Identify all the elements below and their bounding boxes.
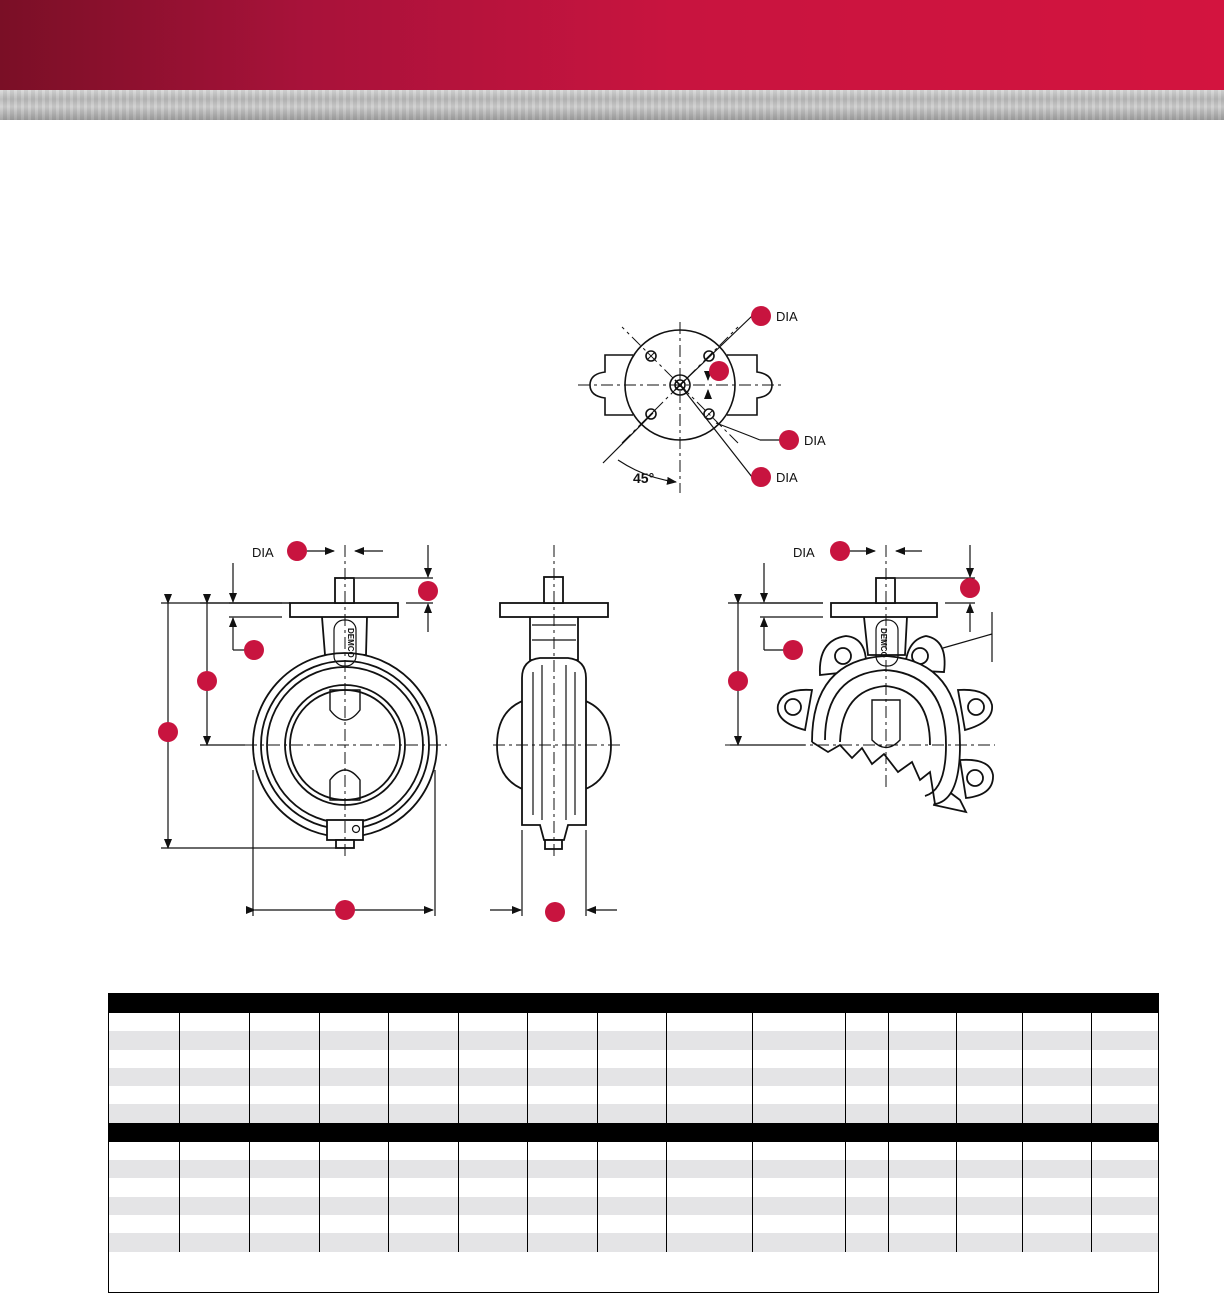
table-cell <box>109 1178 179 1196</box>
table-cell <box>527 1031 597 1049</box>
table-header-cell <box>845 994 888 1013</box>
table-cell <box>388 1197 458 1215</box>
table-cell <box>1091 1068 1158 1086</box>
dia-label-4: DIA <box>252 545 274 560</box>
dimension-table <box>108 993 1159 1293</box>
callout-face-to-face <box>545 902 565 922</box>
table-cell <box>109 1031 179 1049</box>
table-cell <box>249 1086 319 1104</box>
table-cell <box>1091 1160 1158 1178</box>
table-cell <box>388 1215 458 1233</box>
table-cell <box>458 1086 527 1104</box>
table-cell <box>956 1160 1022 1178</box>
table-cell <box>527 1104 597 1122</box>
table-cell <box>845 1142 888 1160</box>
table-header-row <box>109 1123 1158 1142</box>
table-cell <box>752 1013 845 1031</box>
table-cell <box>666 1233 752 1251</box>
table-cell <box>888 1142 956 1160</box>
table-cell <box>527 1013 597 1031</box>
table-header-cell <box>1091 1123 1158 1142</box>
table-cell <box>179 1142 249 1160</box>
table-cell <box>1022 1050 1091 1068</box>
table-cell <box>845 1031 888 1049</box>
table-cell <box>109 1215 179 1233</box>
table-header-cell <box>666 994 752 1013</box>
table-cell <box>388 1050 458 1068</box>
table-cell <box>752 1068 845 1086</box>
table-cell <box>109 1160 179 1178</box>
table-cell <box>752 1215 845 1233</box>
table-cell <box>179 1031 249 1049</box>
table-row <box>109 1086 1158 1104</box>
table-cell <box>179 1068 249 1086</box>
callout-center-to-flange <box>197 671 217 691</box>
callout-lug-stem-height <box>960 578 980 598</box>
table-cell <box>956 1086 1022 1104</box>
table-cell <box>458 1197 527 1215</box>
body-stamp-1: DEMCO <box>346 628 355 658</box>
table-cell <box>249 1104 319 1122</box>
table-cell <box>1091 1178 1158 1196</box>
table-cell <box>888 1086 956 1104</box>
table-cell <box>956 1050 1022 1068</box>
table-header-cell <box>179 994 249 1013</box>
table-cell <box>179 1086 249 1104</box>
dimension-table-grid <box>109 994 1158 1252</box>
table-cell <box>109 1086 179 1104</box>
table-cell <box>388 1013 458 1031</box>
table-cell <box>597 1160 666 1178</box>
table-cell <box>179 1178 249 1196</box>
table-cell <box>249 1050 319 1068</box>
table-cell <box>1091 1086 1158 1104</box>
table-cell <box>319 1013 388 1031</box>
callout-bolt-circle-dia <box>751 306 771 326</box>
table-cell <box>249 1142 319 1160</box>
table-cell <box>319 1233 388 1251</box>
table-cell <box>1022 1104 1091 1122</box>
table-cell <box>845 1197 888 1215</box>
table-header-cell <box>597 994 666 1013</box>
table-cell <box>458 1142 527 1160</box>
table-row <box>109 1178 1158 1196</box>
table-cell <box>752 1160 845 1178</box>
callout-overall-height <box>158 722 178 742</box>
table-cell <box>956 1142 1022 1160</box>
table-cell <box>179 1104 249 1122</box>
dia-label-1: DIA <box>776 309 798 324</box>
table-cell <box>1022 1086 1091 1104</box>
table-cell <box>1091 1104 1158 1122</box>
table-header-cell <box>458 1123 527 1142</box>
table-cell <box>1091 1197 1158 1215</box>
table-cell <box>388 1086 458 1104</box>
callout-lug-flange-thickness <box>783 640 803 660</box>
table-cell <box>179 1160 249 1178</box>
table-cell <box>888 1233 956 1251</box>
table-cell <box>458 1068 527 1086</box>
table-cell <box>109 1104 179 1122</box>
table-cell <box>527 1142 597 1160</box>
table-cell <box>956 1215 1022 1233</box>
table-header-cell <box>956 1123 1022 1142</box>
callout-lug-center-to-flange <box>728 671 748 691</box>
table-cell <box>1022 1068 1091 1086</box>
table-header-cell <box>109 994 179 1013</box>
table-cell <box>319 1215 388 1233</box>
table-cell <box>1091 1031 1158 1049</box>
table-row <box>109 1233 1158 1251</box>
table-cell <box>109 1068 179 1086</box>
table-header-cell <box>1022 1123 1091 1142</box>
dia-label-2: DIA <box>804 433 826 448</box>
table-cell <box>597 1233 666 1251</box>
table-header-row <box>109 994 1158 1013</box>
table-header-cell <box>888 994 956 1013</box>
table-header-cell <box>752 994 845 1013</box>
table-cell <box>597 1215 666 1233</box>
table-cell <box>752 1031 845 1049</box>
table-cell <box>319 1197 388 1215</box>
table-cell <box>888 1013 956 1031</box>
table-cell <box>845 1104 888 1122</box>
table-cell <box>1091 1013 1158 1031</box>
table-cell <box>597 1104 666 1122</box>
table-cell <box>249 1178 319 1196</box>
callout-stem-flat <box>709 361 729 381</box>
table-cell <box>527 1160 597 1178</box>
table-cell <box>388 1160 458 1178</box>
table-header-cell <box>319 994 388 1013</box>
table-cell <box>527 1086 597 1104</box>
table-cell <box>388 1031 458 1049</box>
table-cell <box>845 1178 888 1196</box>
table-cell <box>109 1050 179 1068</box>
table-cell <box>1022 1215 1091 1233</box>
table-cell <box>845 1086 888 1104</box>
table-cell <box>109 1197 179 1215</box>
table-header-cell <box>527 1123 597 1142</box>
table-cell <box>845 1068 888 1086</box>
table-cell <box>845 1050 888 1068</box>
table-cell <box>752 1233 845 1251</box>
table-cell <box>888 1031 956 1049</box>
table-row <box>109 1142 1158 1160</box>
table-cell <box>752 1197 845 1215</box>
table-cell <box>752 1086 845 1104</box>
table-cell <box>249 1031 319 1049</box>
table-cell <box>956 1197 1022 1215</box>
callout-bolt-hole-dia <box>751 467 771 487</box>
table-cell <box>1022 1031 1091 1049</box>
table-cell <box>319 1178 388 1196</box>
table-cell <box>249 1160 319 1178</box>
table-cell <box>888 1160 956 1178</box>
table-cell <box>249 1215 319 1233</box>
table-cell <box>179 1215 249 1233</box>
table-cell <box>388 1068 458 1086</box>
callout-flange-dia <box>779 430 799 450</box>
table-cell <box>179 1233 249 1251</box>
table-header-cell <box>956 994 1022 1013</box>
table-cell <box>249 1233 319 1251</box>
table-cell <box>956 1068 1022 1086</box>
table-cell <box>109 1233 179 1251</box>
table-cell <box>388 1233 458 1251</box>
table-cell <box>752 1050 845 1068</box>
table-cell <box>666 1178 752 1196</box>
table-cell <box>1091 1050 1158 1068</box>
table-cell <box>1022 1160 1091 1178</box>
table-cell <box>752 1104 845 1122</box>
table-cell <box>249 1068 319 1086</box>
table-cell <box>666 1215 752 1233</box>
table-cell <box>527 1215 597 1233</box>
table-cell <box>956 1031 1022 1049</box>
table-cell <box>666 1013 752 1031</box>
table-header-cell <box>1091 994 1158 1013</box>
table-cell <box>845 1233 888 1251</box>
table-cell <box>666 1050 752 1068</box>
table-cell <box>597 1013 666 1031</box>
table-header-cell <box>458 994 527 1013</box>
table-cell <box>888 1215 956 1233</box>
table-row <box>109 1215 1158 1233</box>
table-cell <box>888 1104 956 1122</box>
table-row <box>109 1197 1158 1215</box>
table-row <box>109 1104 1158 1122</box>
table-cell <box>956 1233 1022 1251</box>
table-header-cell <box>597 1123 666 1142</box>
angle-label: 45° <box>633 470 655 486</box>
table-cell <box>527 1068 597 1086</box>
table-header-cell <box>388 1123 458 1142</box>
table-cell <box>388 1104 458 1122</box>
table-cell <box>888 1068 956 1086</box>
table-cell <box>666 1160 752 1178</box>
table-cell <box>888 1197 956 1215</box>
table-cell <box>458 1050 527 1068</box>
table-cell <box>956 1104 1022 1122</box>
table-cell <box>319 1086 388 1104</box>
table-header-cell <box>249 1123 319 1142</box>
lug-view-body <box>778 578 993 812</box>
table-cell <box>458 1031 527 1049</box>
table-cell <box>888 1050 956 1068</box>
table-cell <box>109 1013 179 1031</box>
table-cell <box>1091 1215 1158 1233</box>
table-cell <box>458 1233 527 1251</box>
table-header-cell <box>752 1123 845 1142</box>
table-cell <box>666 1197 752 1215</box>
table-cell <box>179 1050 249 1068</box>
table-cell <box>319 1104 388 1122</box>
table-cell <box>1022 1197 1091 1215</box>
table-cell <box>845 1013 888 1031</box>
table-cell <box>458 1104 527 1122</box>
body-stamp-2: DEMCO <box>879 628 888 658</box>
callout-stem-height <box>418 581 438 601</box>
callout-flange-thickness <box>244 640 264 660</box>
table-cell <box>527 1233 597 1251</box>
table-header-cell <box>179 1123 249 1142</box>
table-cell <box>458 1178 527 1196</box>
table-cell <box>1022 1013 1091 1031</box>
table-cell <box>597 1068 666 1086</box>
table-cell <box>597 1197 666 1215</box>
table-cell <box>458 1215 527 1233</box>
callout-body-dia <box>335 900 355 920</box>
table-cell <box>179 1197 249 1215</box>
table-cell <box>388 1178 458 1196</box>
table-cell <box>109 1142 179 1160</box>
table-cell <box>179 1013 249 1031</box>
table-cell <box>666 1142 752 1160</box>
callout-lug-stem-dia <box>830 541 850 561</box>
table-cell <box>388 1142 458 1160</box>
table-row <box>109 1160 1158 1178</box>
table-cell <box>666 1068 752 1086</box>
table-cell <box>666 1104 752 1122</box>
table-cell <box>319 1050 388 1068</box>
table-cell <box>249 1197 319 1215</box>
table-cell <box>845 1160 888 1178</box>
table-cell <box>319 1031 388 1049</box>
table-header-cell <box>845 1123 888 1142</box>
table-cell <box>527 1050 597 1068</box>
table-row <box>109 1050 1158 1068</box>
dia-label-5: DIA <box>793 545 815 560</box>
table-cell <box>597 1178 666 1196</box>
dia-label-3: DIA <box>776 470 798 485</box>
table-cell <box>1022 1142 1091 1160</box>
table-cell <box>845 1215 888 1233</box>
callout-stem-dia <box>287 541 307 561</box>
table-cell <box>1091 1142 1158 1160</box>
table-row <box>109 1031 1158 1049</box>
table-cell <box>458 1013 527 1031</box>
table-cell <box>752 1142 845 1160</box>
table-cell <box>597 1142 666 1160</box>
table-cell <box>458 1160 527 1178</box>
table-header-cell <box>109 1123 179 1142</box>
table-cell <box>666 1086 752 1104</box>
table-cell <box>527 1178 597 1196</box>
table-cell <box>888 1178 956 1196</box>
table-cell <box>956 1013 1022 1031</box>
table-cell <box>597 1086 666 1104</box>
table-row <box>109 1068 1158 1086</box>
table-header-cell <box>319 1123 388 1142</box>
table-cell <box>249 1013 319 1031</box>
table-row <box>109 1013 1158 1031</box>
table-cell <box>956 1178 1022 1196</box>
table-cell <box>527 1197 597 1215</box>
table-cell <box>597 1031 666 1049</box>
table-cell <box>597 1050 666 1068</box>
table-cell <box>1091 1233 1158 1251</box>
table-header-cell <box>249 994 319 1013</box>
table-cell <box>1022 1178 1091 1196</box>
table-cell <box>319 1142 388 1160</box>
table-header-cell <box>388 994 458 1013</box>
table-cell <box>319 1068 388 1086</box>
table-cell <box>319 1160 388 1178</box>
table-cell <box>752 1178 845 1196</box>
table-header-cell <box>666 1123 752 1142</box>
table-header-cell <box>888 1123 956 1142</box>
table-cell <box>666 1031 752 1049</box>
table-header-cell <box>1022 994 1091 1013</box>
table-header-cell <box>527 994 597 1013</box>
table-cell <box>1022 1233 1091 1251</box>
